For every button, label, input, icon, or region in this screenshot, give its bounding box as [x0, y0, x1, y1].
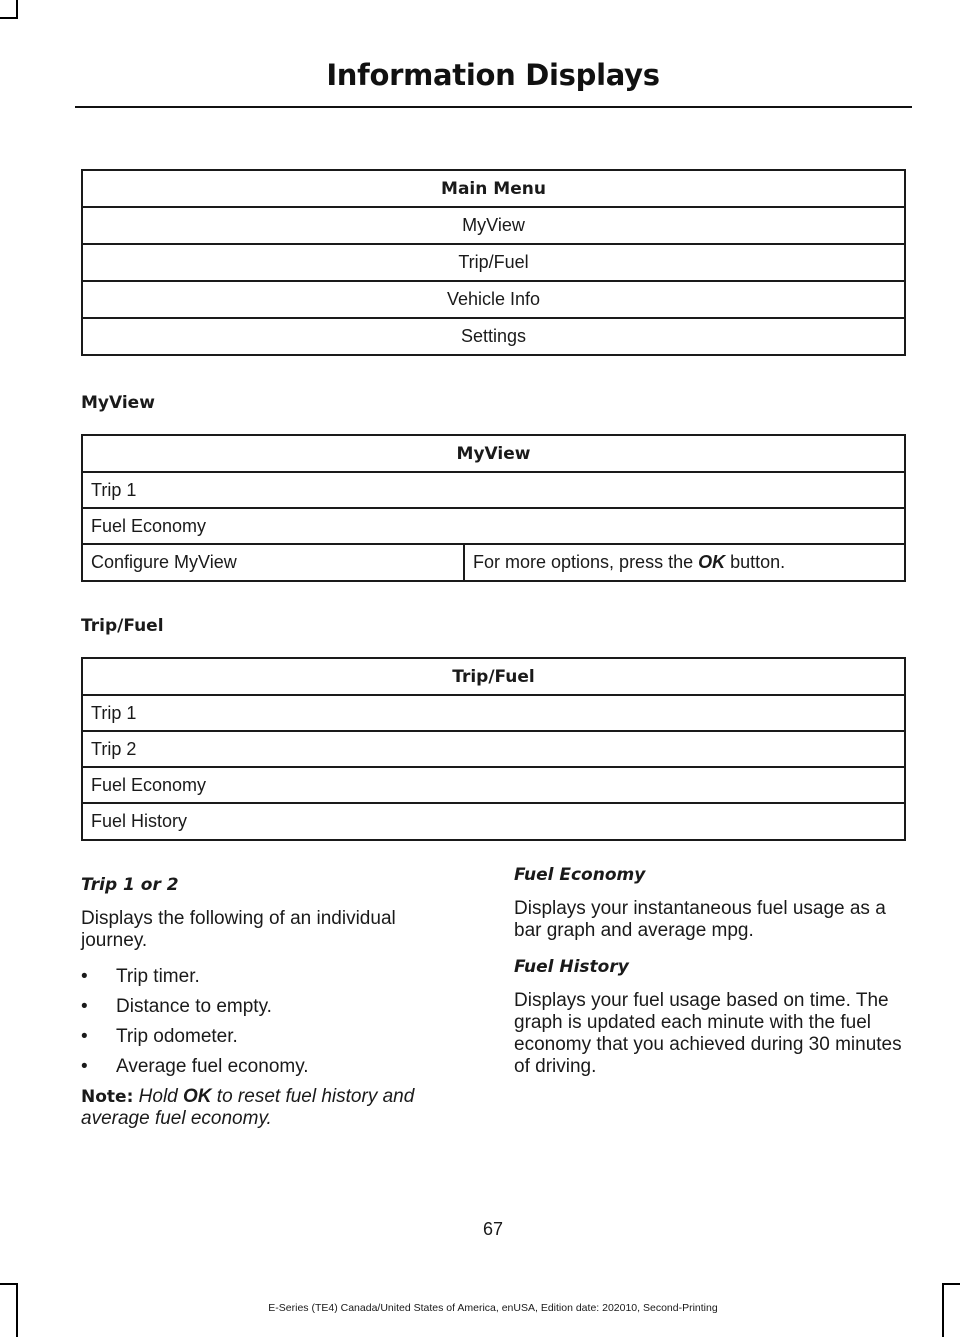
main-menu-table — [81, 169, 906, 356]
trip-bullet-list — [81, 966, 461, 1078]
list-item: • Average fuel economy. — [81, 1056, 309, 1077]
myview-row-fuel-economy: Fuel Economy — [82, 508, 905, 544]
crop-mark — [0, 17, 18, 19]
page-title: Information Displays — [326, 58, 660, 92]
list-item: • Trip timer. — [81, 966, 200, 987]
bullet-icon: • — [81, 1056, 88, 1077]
note-suffix: to reset fuel history and average fuel economy. — [81, 1086, 415, 1129]
page-number: 67 — [482, 1219, 504, 1239]
myview-table — [81, 434, 906, 582]
edition-footer: E-Series (TE4) Canada/United States of America, enUSA, Edition date: 202010, Second-Printing — [268, 1302, 718, 1314]
tripfuel-table — [81, 657, 906, 841]
main-menu-item-vehicle-info: Vehicle Info — [82, 281, 905, 318]
note-label: Note: — [81, 1087, 134, 1107]
note-ok-label: OK — [183, 1086, 212, 1107]
bullet-icon: • — [81, 996, 88, 1017]
fuel-economy-heading: Fuel Economy — [514, 865, 646, 885]
note-paragraph — [81, 1086, 461, 1130]
myview-row-trip-1: Trip 1 — [82, 472, 905, 508]
main-menu-item-settings: Settings — [82, 318, 905, 355]
bullet-icon: • — [81, 966, 88, 987]
myview-row-configure: Configure MyView — [82, 544, 464, 581]
configure-desc-prefix: For more options, press the — [473, 552, 694, 572]
configure-desc-suffix: button. — [730, 552, 786, 572]
crop-mark — [16, 0, 18, 18]
ok-button-label: OK — [698, 552, 726, 572]
fuel-history-text: Displays your fuel usage based on time. The graph is updated each minute with the fuel economy that you achieved during 30 minutes of driving. — [514, 990, 902, 1077]
tripfuel-row-fuel-history: Fuel History — [82, 803, 905, 840]
main-menu-item-trip-fuel: Trip/Fuel — [82, 244, 905, 281]
bullet-icon: • — [81, 1026, 88, 1047]
trip-1-or-2-heading: Trip 1 or 2 — [81, 875, 179, 895]
note-prefix: Hold — [138, 1086, 178, 1107]
tripfuel-row-trip-1: Trip 1 — [82, 695, 905, 731]
myview-configure-description — [464, 544, 905, 581]
tripfuel-section-heading: Trip/Fuel — [81, 616, 164, 636]
header-divider — [75, 106, 912, 108]
main-menu-item-myview: MyView — [82, 207, 905, 244]
main-menu-heading: Main Menu — [82, 170, 905, 207]
tripfuel-table-heading: Trip/Fuel — [82, 658, 905, 695]
tripfuel-row-fuel-economy: Fuel Economy — [82, 767, 905, 803]
tripfuel-row-trip-2: Trip 2 — [82, 731, 905, 767]
list-item: • Distance to empty. — [81, 996, 272, 1017]
myview-table-heading: MyView — [82, 435, 905, 472]
trip-intro-text: Displays the following of an individual journey. — [81, 908, 396, 951]
right-column — [514, 864, 910, 1092]
list-item: • Trip odometer. — [81, 1026, 238, 1047]
crop-mark — [0, 1283, 18, 1285]
myview-section-heading: MyView — [81, 393, 155, 413]
left-column — [81, 874, 461, 1144]
crop-mark — [942, 1283, 960, 1285]
fuel-history-heading: Fuel History — [514, 957, 629, 977]
fuel-economy-text: Displays your instantaneous fuel usage as a bar graph and average mpg. — [514, 898, 886, 941]
